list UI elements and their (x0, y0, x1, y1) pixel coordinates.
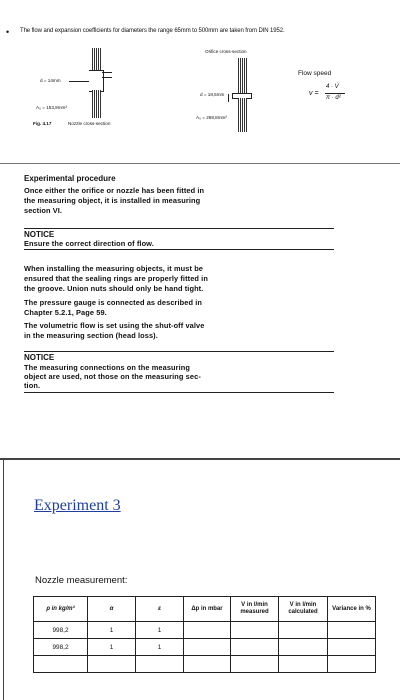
para1-line: section VI. (24, 206, 63, 215)
experiment-title[interactable]: Experiment 3 (34, 497, 121, 514)
orifice-area: A₀ = 268,8mm² (196, 115, 227, 120)
para2-line: When installing the measuring objects, it must be (24, 264, 204, 273)
table-cell[interactable] (136, 656, 184, 673)
header-pressure-diff: Δp in mbar (184, 597, 231, 622)
notice2-top-rule (24, 351, 334, 352)
para3-line: Chapter 5.2.1, Page 59. (24, 308, 107, 317)
table-cell[interactable] (279, 656, 328, 673)
table-row (34, 656, 376, 673)
table-header-row (34, 597, 376, 622)
header-variance: Variance in % (328, 597, 376, 622)
table-cell[interactable] (231, 656, 279, 673)
caption-text: Nozzle cross-section (68, 121, 111, 126)
header-epsilon: ε (136, 597, 184, 622)
orifice-wall-bottom (238, 98, 247, 132)
flow-speed-title: Flow speed (298, 70, 332, 77)
table-cell[interactable]: 1 (88, 639, 136, 656)
para1-line: Once either the orifice or nozzle has been fitted in (24, 186, 205, 195)
fraction-bar (325, 93, 345, 94)
notice2-label: NOTICE (24, 353, 55, 362)
section-divider (0, 163, 400, 164)
table-row (34, 639, 376, 656)
arrow-icon (69, 81, 89, 82)
table-cell[interactable] (231, 622, 279, 639)
orifice-wall-top (238, 58, 247, 94)
table-cell[interactable]: 998,2 (34, 639, 88, 656)
formula-numerator: 4 · V̇ (326, 84, 339, 90)
table-cell[interactable] (279, 622, 328, 639)
measurement-table (33, 596, 376, 673)
table-cell[interactable] (231, 639, 279, 656)
nozzle-flange (102, 72, 112, 78)
table-cell[interactable] (279, 639, 328, 656)
page-left-border (3, 460, 4, 700)
table-cell[interactable] (88, 656, 136, 673)
table-cell[interactable]: 1 (136, 639, 184, 656)
para4-line: in the measuring section (head loss). (24, 331, 158, 340)
formula-lhs: v = (309, 90, 319, 97)
notice1-top-rule (24, 228, 334, 229)
notice2-line: object are used, not those on the measuring sec- (24, 372, 201, 381)
nozzle-measurement-label: Nozzle measurement: (35, 575, 128, 586)
table-cell[interactable]: 1 (88, 622, 136, 639)
dimension-arrow-icon (228, 94, 229, 102)
nozzle-wall-top (92, 48, 101, 70)
para3-line: The pressure gauge is connected as described in (24, 298, 203, 307)
para4-line: The volumetric flow is set using the shut-off valve (24, 321, 205, 330)
formula-denominator: π · d² (326, 95, 341, 101)
nozzle-area: A₀ = 153,9mm² (36, 105, 67, 110)
bullet: • (6, 27, 10, 37)
para2-line: ensured that the sealing rings are properly fitted in (24, 274, 208, 283)
para1-line: the measuring object, it is installed in measuring (24, 196, 201, 205)
table-cell[interactable] (34, 656, 88, 673)
table-cell[interactable]: 1 (136, 622, 184, 639)
table-cell[interactable] (184, 622, 231, 639)
table-cell[interactable]: 998,2 (34, 622, 88, 639)
caption-number: Fig. 4.17 (33, 121, 52, 126)
notice2-line: The measuring connections on the measuring (24, 363, 190, 372)
procedure-heading: Experimental procedure (24, 174, 116, 183)
notice1-bottom-rule (24, 249, 334, 250)
notice1-text: Ensure the correct direction of flow. (24, 239, 154, 248)
nozzle-wall-bottom (92, 90, 101, 118)
table-cell[interactable] (328, 639, 376, 656)
page-break-line (0, 458, 400, 460)
header-flow-measured: V in l/min measured (231, 597, 279, 622)
orifice-diameter: d = 18,5mm (200, 92, 225, 97)
para2-line: the groove. Union nuts should only be hand tight. (24, 284, 204, 293)
notice2-line: tion. (24, 381, 41, 390)
intro-note: The flow and expansion coefficients for diameters the range 65mm to 500mm are taken from DIN 1952. (20, 28, 285, 34)
figure (0, 38, 400, 150)
table-cell[interactable] (328, 622, 376, 639)
table-row (34, 622, 376, 639)
table-cell[interactable] (184, 656, 231, 673)
header-density: ρ in kg/m³ (34, 597, 88, 622)
notice2-bottom-rule (24, 392, 334, 393)
table-cell[interactable] (328, 656, 376, 673)
orifice-title: Orifice cross-section (205, 49, 247, 54)
table-cell[interactable] (184, 639, 231, 656)
nozzle-diameter: d = 14mm (40, 78, 61, 83)
notice1-label: NOTICE (24, 230, 55, 239)
header-alpha: α (88, 597, 136, 622)
header-flow-calculated: V in l/min calculated (279, 597, 328, 622)
